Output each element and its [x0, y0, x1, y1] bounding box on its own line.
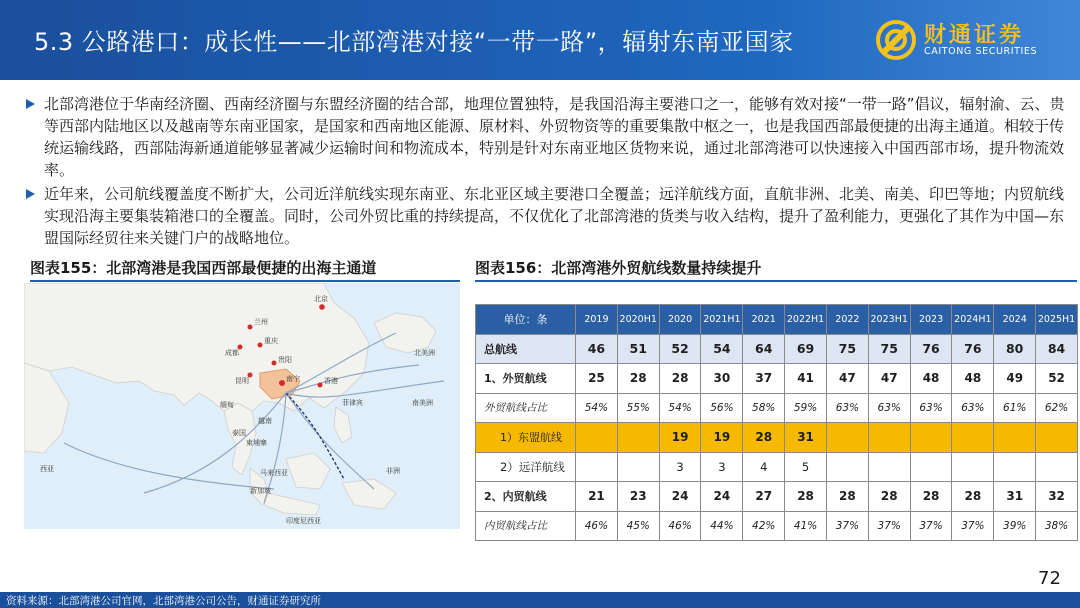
table-cell [910, 452, 952, 482]
table-cell: 54% [659, 393, 701, 423]
table-col-header: 2025H1 [1036, 305, 1078, 335]
table-cell: 48 [910, 364, 952, 394]
table-cell [1036, 452, 1078, 482]
table-cell: 37% [952, 511, 994, 541]
table-row-label: 总航线 [476, 334, 576, 364]
map-label-kunming: 昆明 [235, 377, 249, 385]
table-cell: 75 [868, 334, 910, 364]
table-cell: 51 [617, 334, 659, 364]
table-unit-cell: 单位：条 [476, 305, 576, 335]
table-cell [617, 423, 659, 453]
table-cell: 63% [868, 393, 910, 423]
route-map-svg [24, 283, 460, 529]
bullet-text: 北部湾港位于华南经济圈、西南经济圈与东盟经济圈的结合部，地理位置独特，是我国沿海主要港口之一，能够有效对接“一带一路”倡议，辐射渝、云、贵等西部内陆地区以及越南等东南亚国家，是国家和西南地区能源、原材料、外贸物资等的重要集散中枢之一，也是我国西部最便捷的出海主通道。相较于传统运输线路，西部陆海新通道能够显著减少运输时间和物流成本，特别是针对东南亚地区货物来说，通过北部湾港可以快速接入中国西部市场，提升物流效率。 [44, 95, 1065, 179]
table-cell [994, 423, 1036, 453]
figure-156-title: 图表156：北部湾港外贸航线数量持续提升 [475, 257, 1077, 282]
table-row-label: 外贸航线占比 [476, 393, 576, 423]
table-cell: 30 [701, 364, 743, 394]
table-cell: 19 [659, 423, 701, 453]
routes-table-grid [475, 304, 1078, 541]
table-cell: 58% [743, 393, 785, 423]
table-row [476, 423, 1078, 453]
table-col-header: 2019 [576, 305, 618, 335]
logo-text-cn: 财通证券 [924, 23, 1025, 48]
table-cell: 46% [576, 511, 618, 541]
table-cell: 27 [743, 482, 785, 512]
table-cell [868, 423, 910, 453]
table-cell: 4 [743, 452, 785, 482]
table-row [476, 452, 1078, 482]
map-label-hongkong: 香港 [324, 377, 338, 385]
map-label-cambodia: 柬埔寨 [246, 439, 267, 447]
table-cell [910, 423, 952, 453]
table-cell: 25 [576, 364, 618, 394]
table-cell [576, 452, 618, 482]
table-cell: 61% [994, 393, 1036, 423]
table-cell: 64 [743, 334, 785, 364]
table-cell: 45% [617, 511, 659, 541]
map-label-nanning: 南宁 [286, 375, 300, 383]
table-cell: 21 [576, 482, 618, 512]
table-cell: 28 [743, 423, 785, 453]
table-cell [617, 452, 659, 482]
table-cell [952, 452, 994, 482]
table-cell [576, 423, 618, 453]
table-col-header: 2020H1 [617, 305, 659, 335]
table-cell [826, 452, 868, 482]
table-col-header: 2023 [910, 305, 952, 335]
table-row [476, 393, 1078, 423]
table-row [476, 482, 1078, 512]
table-cell: 37 [743, 364, 785, 394]
table-cell: 31 [994, 482, 1036, 512]
table-cell: 28 [617, 364, 659, 394]
map-label-indonesia: 印度尼西亚 [286, 517, 321, 525]
table-col-header: 2021H1 [701, 305, 743, 335]
figure-155-title: 图表155：北部湾港是我国西部最便捷的出海主通道 [30, 257, 460, 282]
map-label-guiyang: 贵阳 [278, 356, 292, 364]
table-cell: 47 [868, 364, 910, 394]
table-cell: 59% [785, 393, 827, 423]
bullet-list [26, 93, 1066, 251]
map-label-singapore: 新加坡 [250, 487, 271, 495]
logo-text-en: CAITONG SECURITIES [924, 46, 1038, 57]
footer-source: 资料来源：北部湾港公司官网，北部湾港公司公告，财通证券研究所 [6, 595, 321, 607]
table-col-header: 2020 [659, 305, 701, 335]
table-cell: 28 [826, 482, 868, 512]
table-cell: 39% [994, 511, 1036, 541]
table-row [476, 511, 1078, 541]
table-cell: 28 [785, 482, 827, 512]
table-cell: 80 [994, 334, 1036, 364]
table-cell: 63% [910, 393, 952, 423]
table-cell: 23 [617, 482, 659, 512]
table-col-header: 2022 [826, 305, 868, 335]
table-row-label: 2）远洋航线 [476, 452, 576, 482]
table-cell: 28 [952, 482, 994, 512]
table-cell: 24 [701, 482, 743, 512]
table-cell: 44% [701, 511, 743, 541]
table-cell [826, 423, 868, 453]
table-row-label: 1）东盟航线 [476, 423, 576, 453]
table-cell: 69 [785, 334, 827, 364]
table-cell: 56% [701, 393, 743, 423]
table-cell: 52 [659, 334, 701, 364]
table-cell: 48 [952, 364, 994, 394]
table-cell: 37% [868, 511, 910, 541]
routes-table [475, 304, 1078, 541]
route-map [24, 283, 460, 529]
table-cell: 54 [701, 334, 743, 364]
table-cell: 31 [785, 423, 827, 453]
map-label-philippines: 菲律宾 [342, 399, 363, 407]
map-label-lanzhou: 兰州 [254, 318, 268, 326]
table-row [476, 364, 1078, 394]
table-cell: 5 [785, 452, 827, 482]
table-cell: 84 [1036, 334, 1078, 364]
table-cell: 38% [1036, 511, 1078, 541]
table-col-header: 2024H1 [952, 305, 994, 335]
table-cell: 63% [826, 393, 868, 423]
table-cell: 49 [994, 364, 1036, 394]
table-cell: 54% [576, 393, 618, 423]
table-cell: 41% [785, 511, 827, 541]
map-label-north-america: 北美洲 [414, 349, 435, 357]
table-cell: 3 [659, 452, 701, 482]
caitong-logo-icon [876, 20, 916, 60]
table-cell: 46% [659, 511, 701, 541]
map-label-vietnam: 越南 [258, 417, 272, 425]
table-cell [1036, 423, 1078, 453]
table-cell: 46 [576, 334, 618, 364]
table-cell: 75 [826, 334, 868, 364]
table-cell: 62% [1036, 393, 1078, 423]
table-cell [994, 452, 1036, 482]
page-number: 72 [1038, 568, 1061, 589]
table-row-label: 2、内贸航线 [476, 482, 576, 512]
slide-footer [0, 592, 1080, 608]
bullet-arrow-icon [26, 99, 35, 109]
table-col-header: 2024 [994, 305, 1036, 335]
table-cell: 55% [617, 393, 659, 423]
map-label-africa: 非洲 [386, 467, 400, 475]
table-cell [952, 423, 994, 453]
table-cell: 3 [701, 452, 743, 482]
map-label-chengdu: 成都 [225, 349, 239, 357]
bullet-arrow-icon [26, 189, 35, 199]
map-label-thailand: 泰国 [232, 429, 246, 437]
map-label-myanmar: 缅甸 [220, 401, 234, 409]
bullet-item [26, 183, 1066, 249]
slide-title: 5.3 公路港口：成长性——北部湾港对接“一带一路”，辐射东南亚国家 [34, 28, 794, 56]
table-cell: 41 [785, 364, 827, 394]
table-cell: 37% [826, 511, 868, 541]
table-cell: 63% [952, 393, 994, 423]
table-cell: 24 [659, 482, 701, 512]
table-cell: 28 [868, 482, 910, 512]
table-cell: 19 [701, 423, 743, 453]
table-col-header: 2021 [743, 305, 785, 335]
map-label-beijing: 北京 [314, 295, 328, 303]
table-cell [868, 452, 910, 482]
table-col-header: 2023H1 [868, 305, 910, 335]
table-header-row [476, 305, 1078, 335]
table-cell: 28 [910, 482, 952, 512]
table-cell: 52 [1036, 364, 1078, 394]
table-cell: 47 [826, 364, 868, 394]
table-cell: 28 [659, 364, 701, 394]
map-label-malaysia: 马来西亚 [260, 469, 288, 477]
table-cell: 76 [952, 334, 994, 364]
table-cell: 42% [743, 511, 785, 541]
bullet-item [26, 93, 1066, 181]
slide-header [0, 0, 1080, 80]
table-row [476, 334, 1078, 364]
map-label-south-america: 南美洲 [412, 399, 433, 407]
table-row-label: 1、外贸航线 [476, 364, 576, 394]
bullet-text: 近年来，公司航线覆盖度不断扩大，公司近洋航线实现东南亚、东北亚区域主要港口全覆盖；远洋航线方面，直航非洲、北美、南美、印巴等地；内贸航线实现沿海主要集装箱港口的全覆盖。同时，公司外贸比重的持续提高，不仅优化了北部湾港的货类与收入结构，提升了盈利能力，更强化了其作为中国—东盟国际经贸往来关键门户的战略地位。 [44, 185, 1065, 247]
table-cell: 76 [910, 334, 952, 364]
table-body [476, 334, 1078, 541]
table-cell: 37% [910, 511, 952, 541]
map-label-chongqing: 重庆 [264, 337, 278, 345]
map-label-west-asia: 西亚 [40, 465, 54, 473]
table-cell: 32 [1036, 482, 1078, 512]
table-col-header: 2022H1 [785, 305, 827, 335]
caitong-logo [876, 18, 1056, 62]
table-row-label: 内贸航线占比 [476, 511, 576, 541]
